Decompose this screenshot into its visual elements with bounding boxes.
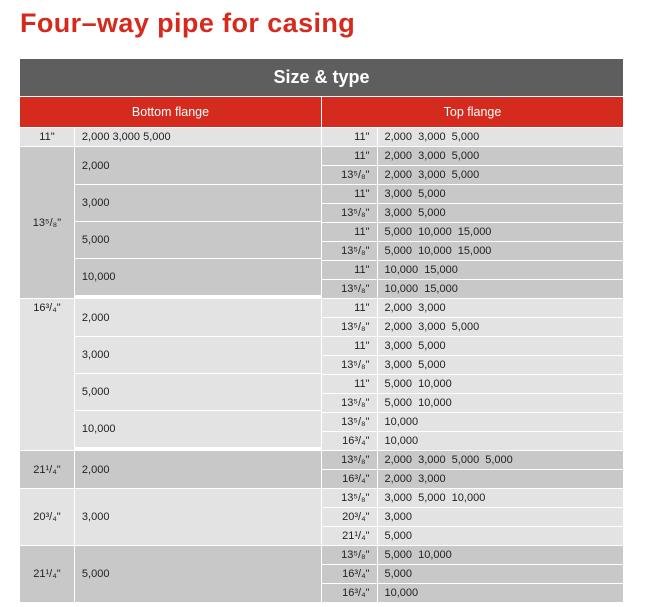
top-size-cell: 11"	[322, 185, 378, 203]
table-header-row	[20, 97, 623, 127]
bottom-pressure-cell: 2,000 3,000 5,000	[75, 128, 321, 146]
top-pressure-cell: 3,000 5,000	[384, 340, 446, 352]
table-row	[322, 165, 624, 184]
bottom-pressure-cell: 3,000	[75, 336, 321, 373]
bottom-pressure-cell: 5,000	[75, 546, 321, 602]
top-pressure-cell: 10,000	[384, 416, 419, 428]
top-size-cell: 13⁵/₈"	[322, 242, 378, 260]
size-group	[20, 127, 623, 146]
table-row	[322, 526, 624, 545]
bottom-pressure-cell: 10,000	[75, 410, 321, 447]
top-pressure-cell: 5,000 10,000 15,000	[384, 245, 492, 257]
table-row	[322, 299, 624, 317]
table-row	[322, 147, 624, 165]
top-flange-column	[322, 489, 624, 545]
top-pressure-cell: 2,000 3,000	[384, 473, 446, 485]
top-pressure-cell: 2,000 3,000 5,000	[384, 169, 480, 181]
bottom-size-label: 21¹/₄"	[33, 568, 61, 580]
bottom-size-cell	[20, 128, 75, 146]
table-row	[322, 412, 624, 431]
bottom-size-cell	[20, 147, 75, 298]
bottom-pressure-cell: 3,000	[75, 184, 321, 221]
top-size-cell: 16³/₄"	[322, 432, 378, 450]
top-size-cell: 11"	[322, 147, 378, 165]
table-row	[322, 317, 624, 336]
bottom-pressure-cell: 5,000	[75, 221, 321, 258]
bottom-size-label: 11"	[39, 131, 55, 143]
bottom-size-label: 21¹/₄"	[33, 463, 61, 476]
top-size-cell: 13⁵/₈"	[322, 413, 378, 431]
bottom-pressure-column	[75, 546, 322, 602]
top-flange-column	[322, 147, 624, 298]
top-pressure-cell: 5,000 10,000 15,000	[384, 226, 492, 238]
top-size-cell: 13⁵/₈"	[322, 166, 378, 184]
top-size-cell: 16³/₄"	[322, 584, 378, 602]
table-row	[322, 393, 624, 412]
top-pressure-cell: 10,000 15,000	[384, 283, 458, 295]
table-row	[322, 279, 624, 298]
top-flange-column	[322, 546, 624, 602]
top-pressure-cell: 2,000 3,000 5,000 5,000	[384, 454, 513, 466]
top-pressure-cell: 10,000	[384, 435, 419, 447]
top-pressure-cell: 5,000 10,000	[384, 397, 452, 409]
table-row	[322, 489, 624, 507]
top-pressure-cell: 2,000 3,000 5,000	[384, 131, 480, 143]
top-pressure-cell: 3,000 5,000	[384, 207, 446, 219]
top-flange-column	[322, 451, 624, 488]
table-row	[322, 241, 624, 260]
bottom-pressure-column	[75, 147, 322, 298]
table-row	[322, 222, 624, 241]
table-row	[322, 546, 624, 564]
table-row	[322, 374, 624, 393]
top-size-cell: 13⁵/₈"	[322, 394, 378, 412]
top-pressure-cell: 3,000 5,000	[384, 188, 446, 200]
top-size-cell: 11"	[322, 337, 378, 355]
table-row	[322, 583, 624, 602]
top-size-cell: 11"	[322, 299, 378, 317]
top-pressure-cell: 3,000 5,000	[384, 359, 446, 371]
table-row	[322, 469, 624, 488]
top-size-cell: 13⁵/₈"	[322, 204, 378, 222]
bottom-pressure-cell: 3,000	[75, 489, 321, 545]
table-row	[322, 184, 624, 203]
top-pressure-cell: 2,000 3,000 5,000	[384, 321, 480, 333]
size-group	[20, 488, 623, 545]
table-row	[322, 355, 624, 374]
table-row	[322, 336, 624, 355]
bottom-pressure-cell: 2,000	[75, 147, 321, 184]
table-row	[322, 203, 624, 222]
top-size-cell: 11"	[322, 261, 378, 279]
top-size-cell: 11"	[322, 223, 378, 241]
top-size-cell: 20³/₄"	[322, 508, 378, 526]
table-row	[322, 507, 624, 526]
top-size-cell: 13⁵/₈"	[322, 318, 378, 336]
top-size-cell: 11"	[322, 375, 378, 393]
top-pressure-cell: 5,000	[384, 530, 413, 542]
bottom-pressure-cell: 2,000	[75, 299, 321, 336]
bottom-size-label: 13⁵/₈"	[32, 216, 62, 229]
size-group	[20, 450, 623, 488]
top-size-cell: 13⁵/₈"	[322, 489, 378, 507]
bottom-flange-header: Bottom flange	[20, 97, 322, 127]
top-pressure-cell: 2,000 3,000	[384, 302, 446, 314]
top-size-cell: 21¹/₄"	[322, 527, 378, 545]
top-flange-column	[322, 128, 624, 146]
top-pressure-cell: 5,000 10,000	[384, 549, 452, 561]
size-group	[20, 545, 623, 602]
bottom-size-cell	[20, 489, 75, 545]
bottom-pressure-cell: 10,000	[75, 258, 321, 295]
top-pressure-cell: 10,000	[384, 587, 419, 599]
bottom-size-label: 16³/₄"	[33, 302, 61, 314]
bottom-pressure-cell: 2,000	[75, 451, 321, 488]
top-size-cell: 13⁵/₈"	[322, 356, 378, 374]
table-row	[322, 451, 624, 469]
top-flange-column	[322, 299, 624, 450]
table-row	[322, 128, 624, 146]
size-group	[20, 298, 623, 450]
spec-table	[20, 59, 623, 602]
bottom-size-cell	[20, 546, 75, 602]
top-size-cell: 16³/₄"	[322, 565, 378, 583]
table-row	[322, 260, 624, 279]
table-banner: Size & type	[20, 59, 623, 97]
top-size-cell: 13⁵/₈"	[322, 280, 378, 298]
page-title: Four–way pipe for casing	[20, 8, 356, 38]
bottom-pressure-column	[75, 299, 322, 450]
top-pressure-cell: 10,000 15,000	[384, 264, 458, 276]
top-size-cell: 13⁵/₈"	[322, 451, 378, 469]
table-row	[322, 431, 624, 450]
top-size-cell: 13⁵/₈"	[322, 546, 378, 564]
top-pressure-cell: 5,000 10,000	[384, 378, 452, 390]
top-pressure-cell: 3,000	[384, 511, 413, 523]
size-group	[20, 146, 623, 298]
bottom-pressure-column	[75, 128, 322, 146]
table-body	[20, 127, 623, 602]
bottom-size-label: 20³/₄"	[33, 511, 61, 523]
table-row	[322, 564, 624, 583]
bottom-pressure-column	[75, 451, 322, 488]
top-flange-header: Top flange	[322, 97, 623, 127]
bottom-pressure-column	[75, 489, 322, 545]
top-pressure-cell: 3,000 5,000 10,000	[384, 492, 486, 504]
top-size-cell: 16³/₄"	[322, 470, 378, 488]
top-pressure-cell: 5,000	[384, 568, 413, 580]
bottom-pressure-cell: 5,000	[75, 373, 321, 410]
bottom-size-cell	[20, 299, 75, 450]
top-pressure-cell: 2,000 3,000 5,000	[384, 150, 480, 162]
bottom-size-cell	[20, 451, 75, 488]
top-size-cell: 11"	[322, 128, 378, 146]
